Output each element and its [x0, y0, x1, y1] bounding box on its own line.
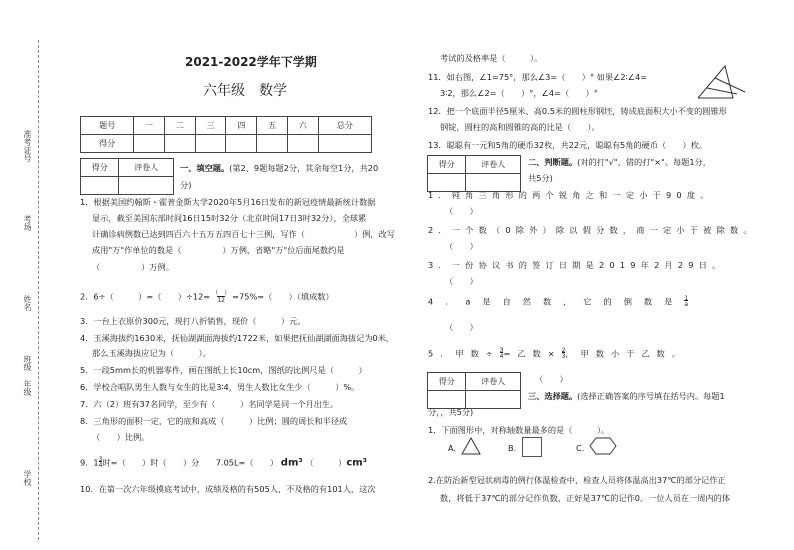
section3-heading-cont: 分，，共5分) [428, 407, 474, 417]
section3-heading: 三、选择题。(选择正确答案的序号填在括号内。每题1 [528, 391, 725, 401]
grader-reviewer: 评卷人 [466, 373, 521, 391]
q10-line: 10．在第一次六年级摸底考试中，成绩及格的有505人，不及格的有101人，这次 [80, 484, 376, 494]
judge-paren[interactable]: （ ） [445, 322, 478, 332]
q8-line: 8．三角形的面积一定，它的底和高成（ ）比例；圆的周长和半径成 [80, 416, 348, 426]
margin-label-room: 考场 [23, 215, 32, 231]
q1-line: （ ）万例。 [92, 262, 174, 272]
section1-heading: 一、填空题。(第2、9题每题2分，其余每空1分，共20 [180, 163, 379, 173]
score-cell[interactable] [134, 135, 165, 153]
triangle-icon [460, 436, 482, 456]
grader-score: 得分 [428, 373, 466, 391]
q6-line: 6．学校合唱队男生人数与女生的比是3∶4，男生人数比女生少（ ）%。 [80, 382, 360, 392]
score-row-label: 得分 [81, 135, 134, 153]
score-cell[interactable] [318, 135, 371, 153]
score-col: 二 [164, 117, 195, 135]
q12-line: 12．把一个底面半径5厘米、高0.5米的圆柱形钢坯，铸成底面积大小不变的圆锥形 [428, 106, 727, 116]
option-b-label[interactable]: B. [508, 443, 517, 453]
margin-label-name: 姓名 [23, 295, 32, 311]
q7-line: 7．六（2）班有37名同学，至少有（ ）名同学是同一个月出生。 [80, 399, 339, 409]
score-cell[interactable] [257, 135, 288, 153]
margin-label-id: 准考证号 [23, 130, 32, 162]
grader-box-2 [427, 155, 521, 192]
grader-box-1 [80, 158, 174, 195]
choice-1: 1．下面图形中，对称轴数量最多的是（ ）。 [428, 425, 610, 435]
margin-label-school: 学校 [23, 470, 32, 486]
q1-line: 显示，截至美国东部时间16日15时32分（北京时间17日3时32分），全球累 [92, 213, 367, 223]
judge-1: 1．钝角三角形的两个锐角之和一定小于90度。 [428, 190, 714, 200]
score-cell[interactable] [287, 135, 318, 153]
score-cell[interactable] [164, 135, 195, 153]
score-col: 六 [287, 117, 318, 135]
section2-heading-cont: 共5分) [528, 173, 553, 183]
judge-paren[interactable]: （ ） [445, 276, 478, 286]
q11-line: 11．如右图，∠1=75°，那么∠3=（ ）° 如果∠2∶∠4= [428, 72, 648, 82]
q13-line: 13．聪聪有一元和5角的硬币32枚，共22元，聪聪有5角的硬币（ ）枚。 [428, 140, 708, 150]
binding-line [38, 40, 39, 540]
choice-2-line: 2.在防治新型冠状病毒的例行体温检查中，检查人员将体温高出37℃的部分记作正 [428, 475, 726, 485]
q1-line: 计确诊病例数已达到四百六十五万五四百七十三例，写作（ ）例，改写 [92, 229, 395, 239]
q1-line: 成用"万"作单位的数是（ ）万例，省略"万"位后面尾数约是 [92, 245, 345, 255]
judge-4: 4．a是自然数，它的倒数是1 a [428, 295, 689, 308]
judge-paren[interactable]: （ ） [445, 241, 478, 251]
score-col: 总分 [318, 117, 371, 135]
q11-line: 3∶2，那么∠2=（ ）°，∠4=（ ）° [440, 88, 598, 98]
q4-line: 那么玉溪海拔应记为（ ）。 [92, 348, 211, 358]
grader-reviewer: 评卷人 [466, 156, 521, 174]
q10-cont: 考试的及格率是（ ）。 [440, 53, 543, 63]
exam-title: 2021-2022学年下学期 [185, 55, 317, 69]
score-table [80, 116, 372, 153]
grader-reviewer: 评卷人 [119, 159, 174, 177]
angle-figure [693, 62, 748, 102]
judge-5: 5．甲数÷3 4=乙数×2 3，甲数小于乙数。 [428, 347, 687, 360]
option-c-label[interactable]: C. [576, 443, 585, 453]
judge-paren[interactable]: （ ） [535, 374, 568, 384]
exam-subject: 六年级 数学 [203, 83, 287, 99]
score-cell[interactable] [195, 135, 226, 153]
grader-cell[interactable] [466, 391, 521, 409]
grader-cell[interactable] [428, 174, 466, 192]
judge-3: 3．一份协议书的签订日期是2019年2月29日。 [428, 260, 726, 270]
grader-score: 得分 [428, 156, 466, 174]
grader-cell[interactable] [428, 391, 466, 409]
hexagon-icon [589, 436, 617, 456]
grader-score: 得分 [81, 159, 119, 177]
grader-box-3 [427, 372, 521, 409]
q9-line: 9．13 4时=（ ）时（ ）分 7.05L=（ ） dm³ （ ）cm³ [80, 456, 368, 469]
score-col: 四 [226, 117, 257, 135]
score-col: 五 [257, 117, 288, 135]
section2-heading: 二、判断题。(对的打"√"，错的打"×"。每题1分， [528, 157, 711, 167]
score-col: 一 [134, 117, 165, 135]
score-head: 题号 [81, 117, 134, 135]
q5-line: 5．一段5mm长的机器零件，画在图纸上长10cm，图纸的比例尺是（ ） [80, 365, 367, 375]
margin-label-class: 班级 [23, 355, 32, 371]
q12-line: 钢锭，圆柱的高和圆锥的高的比是（ ）。 [440, 122, 600, 132]
q3-line: 3．一台上衣原价300元，现打八折销售，现价（ ）元。 [80, 316, 306, 326]
q8-line: （ ）比例。 [92, 432, 150, 442]
q4-line: 4．玉溪海拔约1630米，抚仙湖湖面海拔约1722米，如果把抚仙湖湖面海拔记为0米， [80, 333, 395, 343]
option-a-label[interactable]: A. [448, 443, 457, 453]
square-icon [522, 437, 542, 457]
score-cell[interactable] [226, 135, 257, 153]
grader-cell[interactable] [81, 177, 119, 195]
grader-cell[interactable] [119, 177, 174, 195]
grader-cell[interactable] [466, 174, 521, 192]
score-col: 三 [195, 117, 226, 135]
judge-paren[interactable]: （ ） [445, 206, 478, 216]
judge-2: 2．一个数（0除外）除以假分数，商一定小于被除数。 [428, 225, 757, 235]
section1-heading-cont: 分) [180, 180, 192, 190]
q1-line: 1．根据美国约翰斯・霍普金斯大学2020年5月16日发布的新冠疫情最新统计数据 [80, 197, 376, 207]
margin-label-grade: 年级 [23, 380, 32, 396]
q2-line: 2．6÷（ ）=（ ）÷12= （ ） 12 =75%=（ ）（填成数） [80, 290, 334, 304]
choice-2-line: 数，将低于37℃的部分记作负数，正好是37℃的记作0。一位人员在一周内的体 [440, 493, 731, 503]
